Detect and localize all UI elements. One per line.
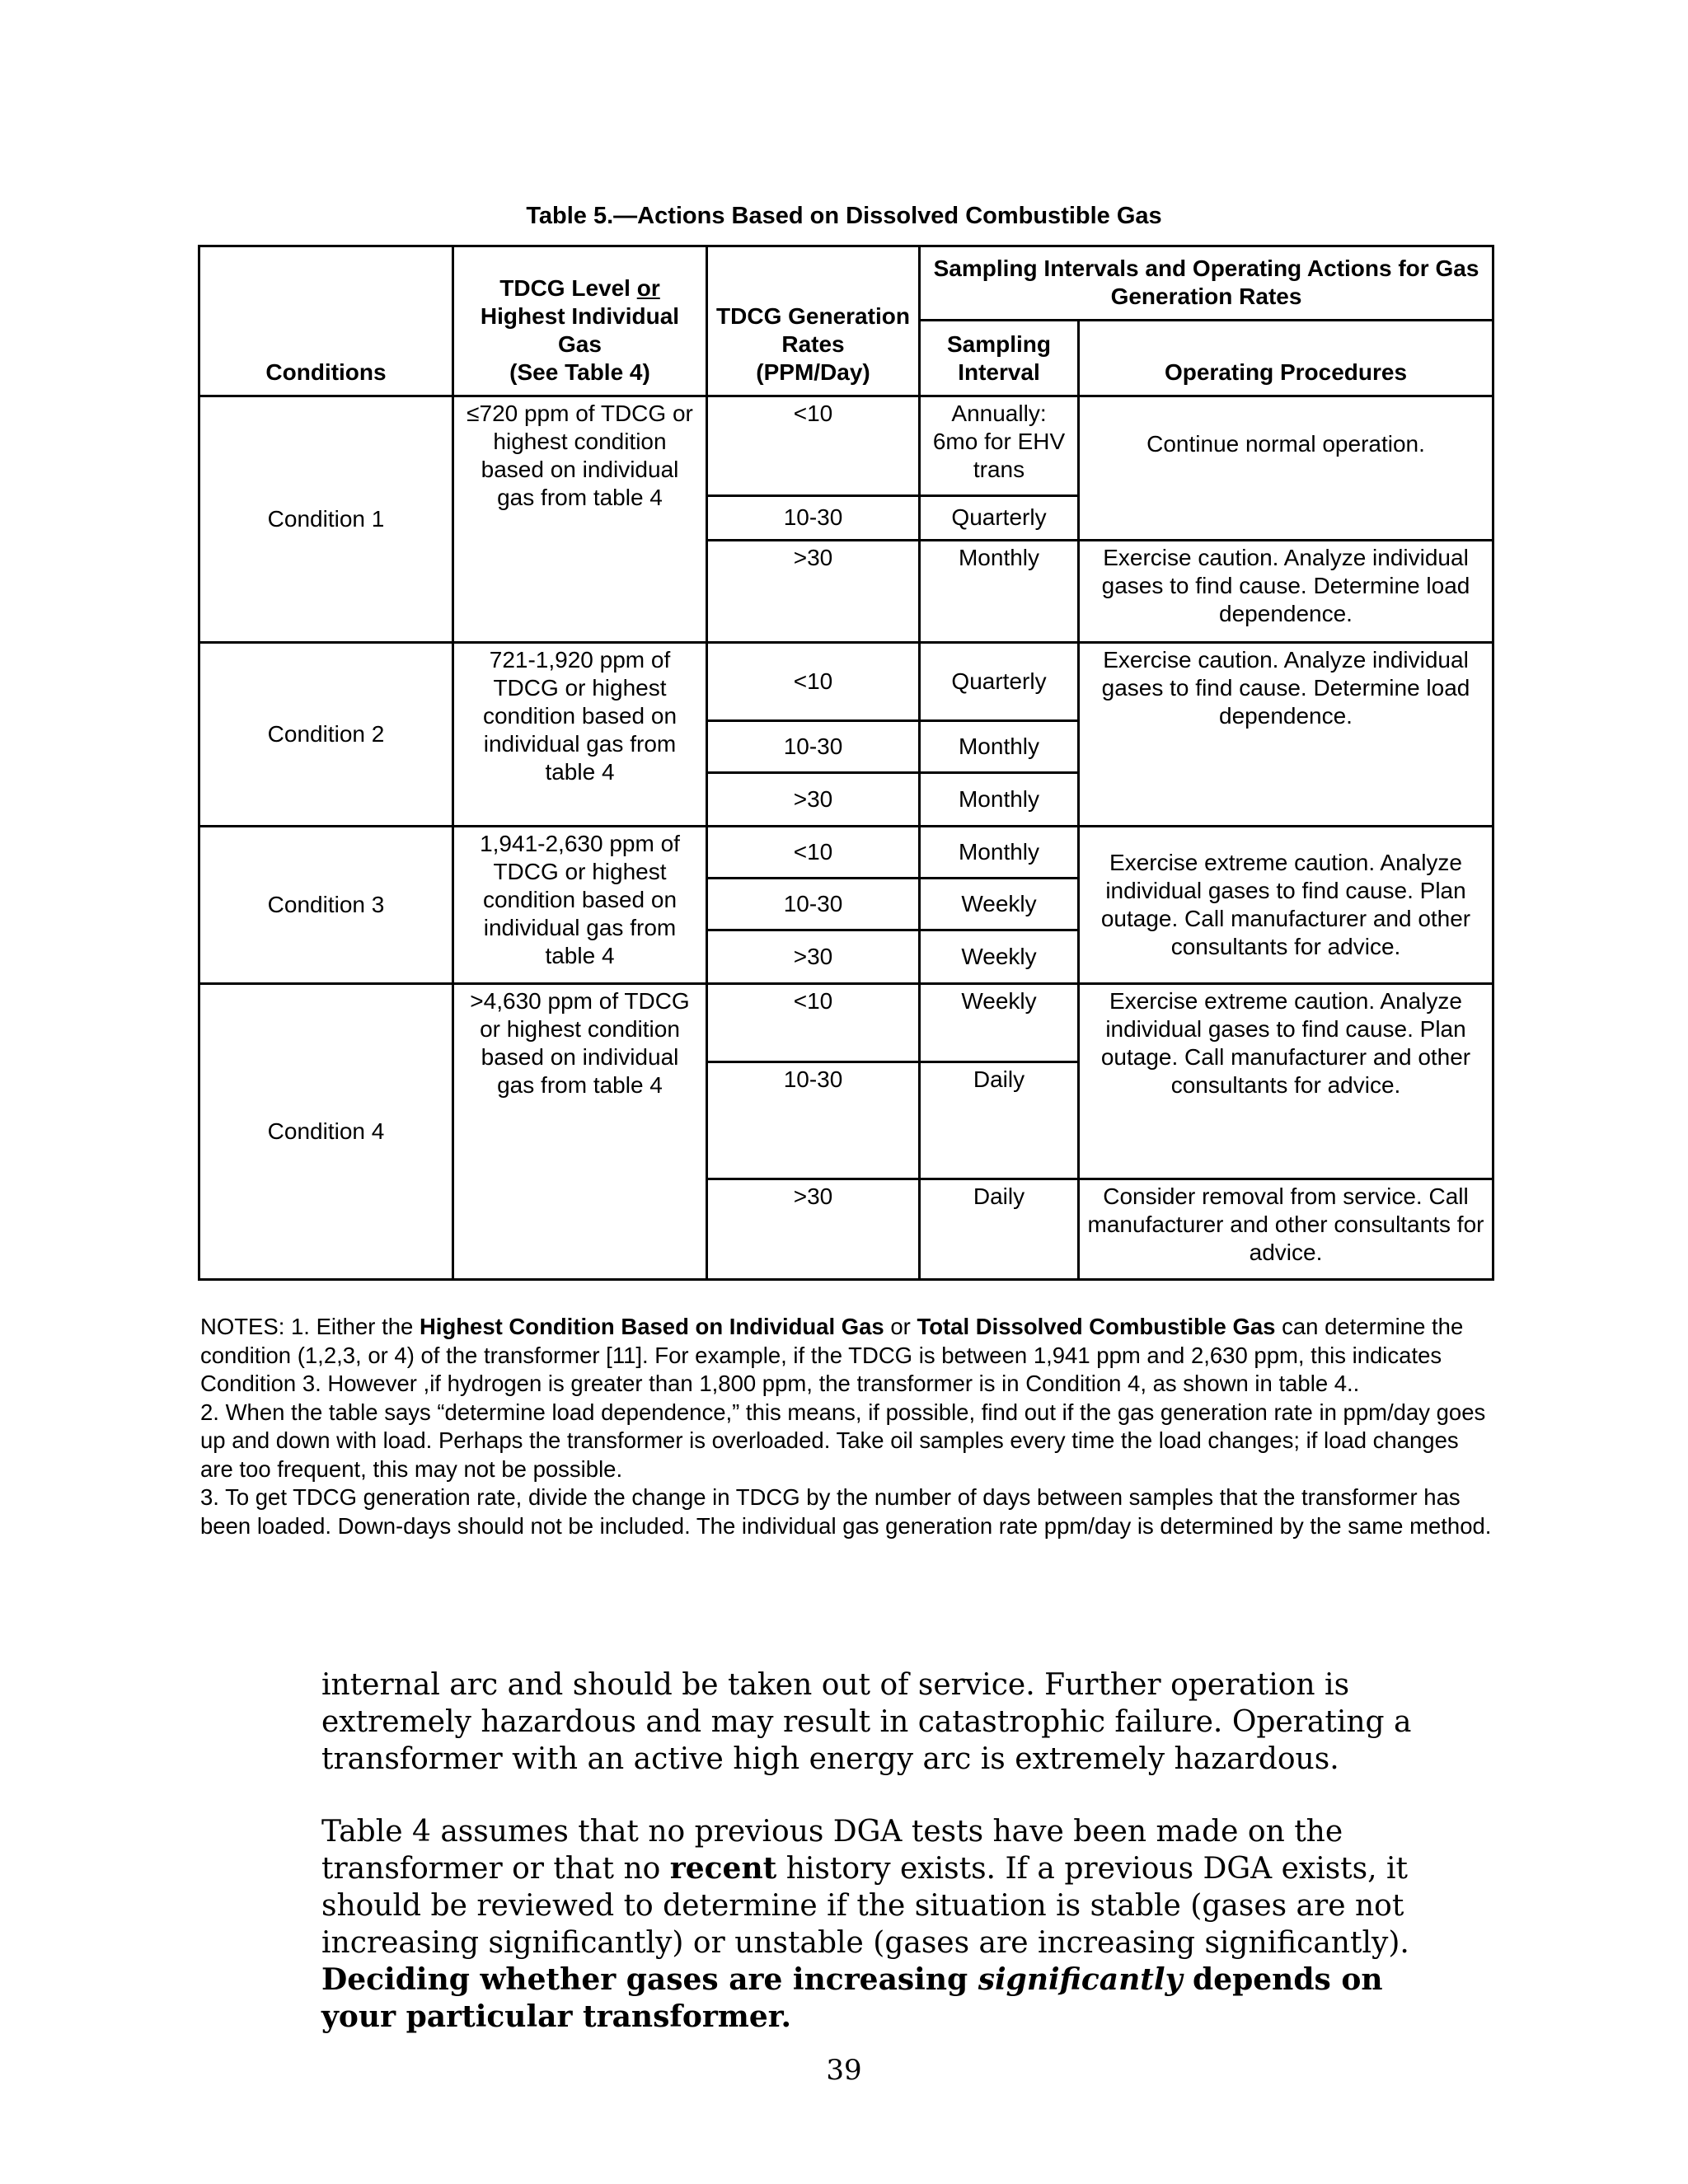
generation-rate: <10 [707,983,920,1062]
body-paragraph-1: internal arc and should be taken out of service. Further operation is extremely hazardous and may result in catastrophic failure. Operating a transformer with an active high energy arc is extremely hazardous. [321,1668,1412,1776]
generation-rate: >30 [707,1179,920,1280]
sampling-interval: Weekly [920,930,1079,983]
page-number: 39 [826,2054,862,2087]
table-row [199,396,1493,495]
header-sampling-interval: Sampling Interval [920,321,1079,396]
operating-procedure: Consider removal from service. Call manufacturer and other consultants for advice. [1079,1179,1493,1280]
table-title: Table 5.—Actions Based on Dissolved Combustible Gas [526,203,1162,229]
sampling-interval: Weekly [920,878,1079,930]
condition-name: Condition 1 [199,396,453,643]
condition-level: 1,941-2,630 ppm of TDCG or highest condition based on individual gas from table 4 [453,826,707,983]
table-row [199,643,1493,720]
generation-rate: 10-30 [707,495,920,541]
sampling-interval: Daily [920,1179,1079,1280]
condition-level: >4,630 ppm of TDCG or highest condition based on individual gas from table 4 [453,983,707,1279]
table-row [199,983,1493,1062]
header-generation-rates: TDCG Generation Rates (PPM/Day) [707,246,920,396]
generation-rate: >30 [707,930,920,983]
condition-name: Condition 2 [199,643,453,826]
operating-procedure: Exercise extreme caution. Analyze individual gases to find cause. Plan outage. Call manufacturer and other consultants for advice. [1079,983,1493,1179]
generation-rate: >30 [707,541,920,643]
operating-procedure: Exercise extreme caution. Analyze individual gases to find cause. Plan outage. Call manufacturer and other consultants for advice. [1079,826,1493,983]
generation-rate: 10-30 [707,1062,920,1179]
body-paragraph-2: Table 4 assumes that no previous DGA tests have been made on the transformer or that no recent history exists. If a previous DGA exists, it should be reviewed to determine if the situation is stable (gases are not increasing significantly) or unstable (gases are increasing significantly). Deciding whether gases are increasing significantly depends on your particular transformer. [321,1815,1409,2034]
generation-rate: 10-30 [707,878,920,930]
sampling-interval: Quarterly [920,643,1079,720]
note-3: 3. To get TDCG generation rate, divide the change in TDCG by the number of days between samples that the transformer has been loaded. Down-days should not be included. The individual gas generation rate ppm/day is determined by the same method. [200,1484,1492,1539]
header-conditions: Conditions [199,246,453,396]
operating-procedure: Exercise caution. Analyze individual gases to find cause. Determine load dependence. [1079,643,1493,826]
generation-rate: >30 [707,772,920,826]
condition-level: 721-1,920 ppm of TDCG or highest condition based on individual gas from table 4 [453,643,707,826]
header-operating-procedures: Operating Procedures [1079,321,1493,396]
sampling-interval: Quarterly [920,495,1079,541]
header-tdcg-level: TDCG Level or Highest Individual Gas (See Table 4) [453,246,707,396]
sampling-interval: Annually: 6mo for EHV trans [920,396,1079,495]
operating-procedure: Continue normal operation. [1079,396,1493,541]
condition-name: Condition 4 [199,983,453,1279]
note-2: 2. When the table says “determine load dependence,” this means, if possible, find out if the gas generation rate in ppm/day goes up and down with load. Perhaps the transformer is overloaded. Take oil samples every time the load changes; if load changes are too frequent, this may not be possible. [200,1399,1486,1482]
operating-procedure: Exercise caution. Analyze individual gases to find cause. Determine load dependence. [1079,541,1493,643]
sampling-interval: Monthly [920,772,1079,826]
sampling-interval: Monthly [920,720,1079,772]
sampling-interval: Weekly [920,983,1079,1062]
condition-level: ≤720 ppm of TDCG or highest condition based on individual gas from table 4 [453,396,707,643]
header-sampling-group: Sampling Intervals and Operating Actions for Gas Generation Rates [920,246,1493,321]
sampling-interval: Monthly [920,541,1079,643]
condition-name: Condition 3 [199,826,453,983]
sampling-interval: Daily [920,1062,1079,1179]
generation-rate: <10 [707,643,920,720]
generation-rate: <10 [707,396,920,495]
sampling-interval: Monthly [920,826,1079,878]
table-row [199,826,1493,878]
generation-rate: 10-30 [707,720,920,772]
generation-rate: <10 [707,826,920,878]
note-1: NOTES: 1. Either the Highest Condition Based on Individual Gas or Total Dissolved Combustible Gas can determine the condition (1,2,3, or 4) of the transformer [11]. For example, if the TDCG is between 1,941 ppm and 2,630 ppm, this indicates Condition 3. However ,if hydrogen is greater than 1,800 ppm, the transformer is in Condition 4, as shown in table 4.. [200,1314,1464,1396]
dissolved-gas-actions-table [198,245,1494,1281]
table-notes [200,1313,1494,1540]
